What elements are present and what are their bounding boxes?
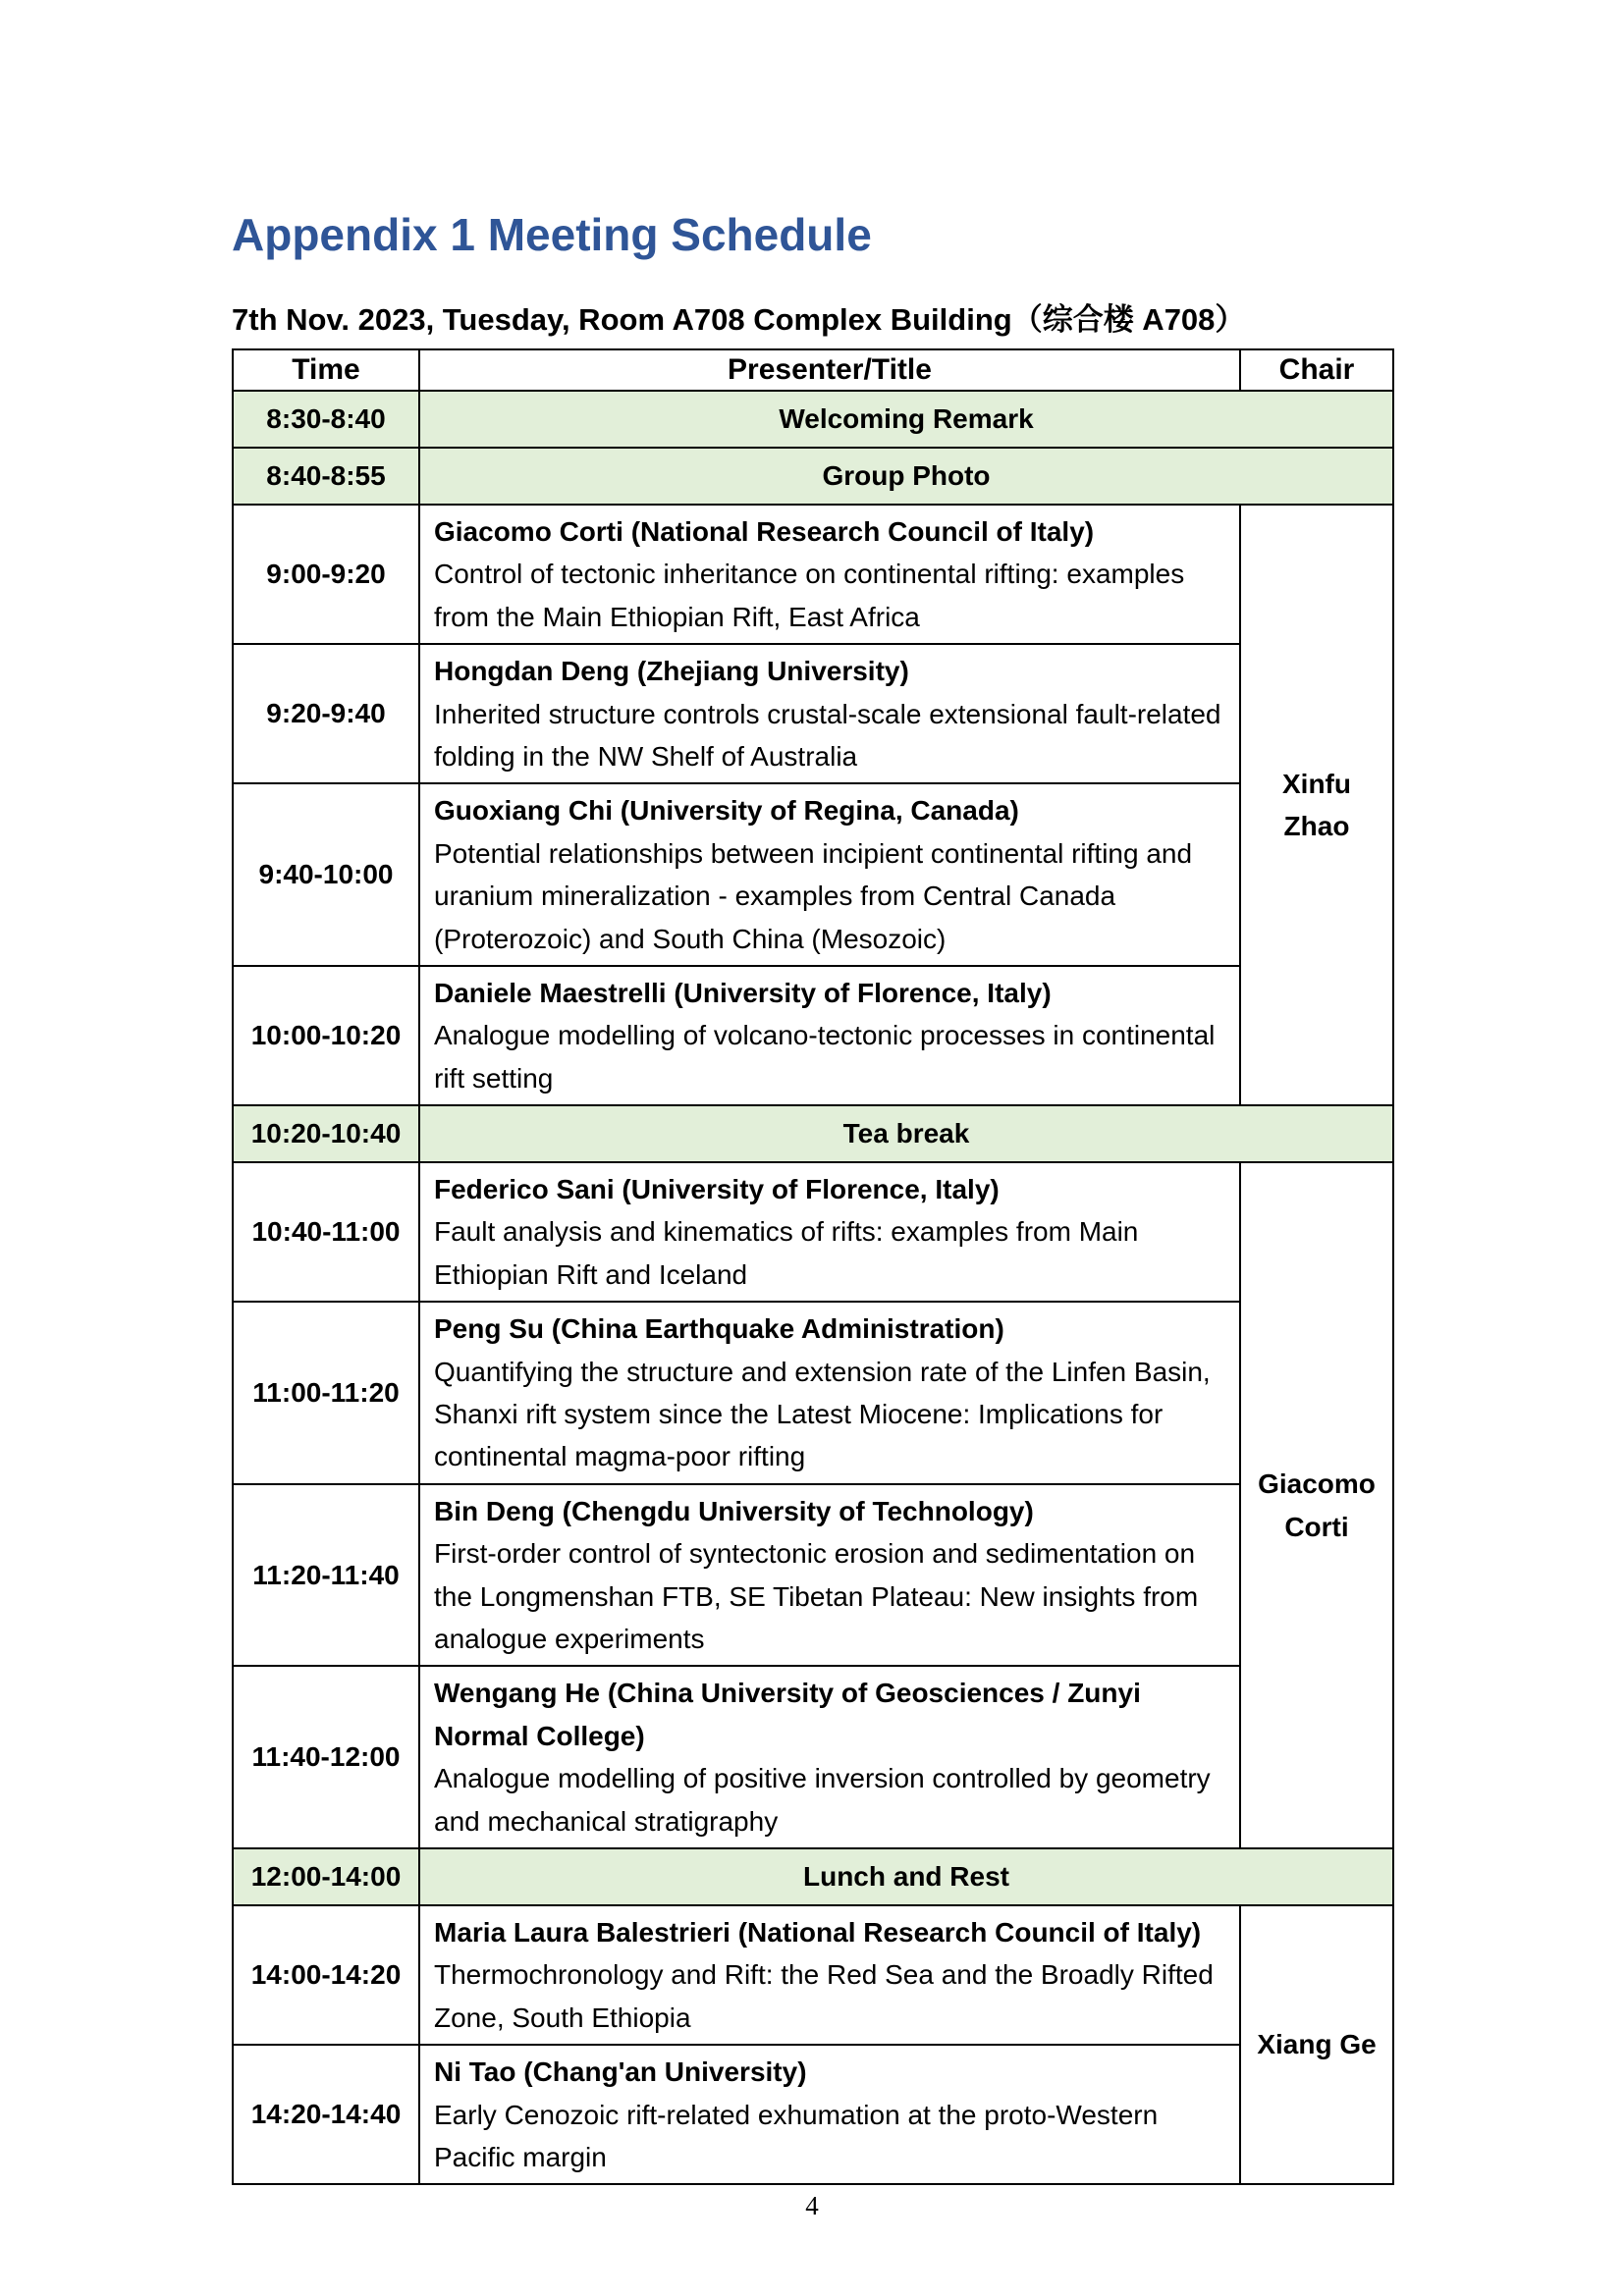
talk-cell	[419, 1484, 1240, 1667]
presenter-name: Wengang He (China University of Geosciences / Zunyi Normal College)	[434, 1678, 1141, 1751]
talk-row	[233, 966, 1393, 1105]
talk-cell	[419, 783, 1240, 966]
meeting-schedule-table	[232, 348, 1394, 2185]
talk-title: Early Cenozoic rift-related exhumation at the proto-Western Pacific margin	[434, 2099, 1159, 2172]
presenter-name: Maria Laura Balestrieri (National Research Council of Italy)	[434, 1916, 1202, 1948]
chair-cell: Xiang Ge	[1240, 1905, 1393, 2184]
talk-cell	[419, 1666, 1240, 1848]
time-cell: 8:30-8:40	[233, 391, 419, 448]
talk-title: Analogue modelling of volcano-tectonic processes in continental rift setting	[434, 1020, 1216, 1094]
break-row	[233, 1848, 1393, 1905]
presenter-name: Bin Deng (Chengdu University of Technology)	[434, 1495, 1034, 1526]
talk-cell	[419, 505, 1240, 644]
talk-cell	[419, 2045, 1240, 2184]
time-cell: 9:40-10:00	[233, 783, 419, 966]
talk-cell	[419, 1905, 1240, 2045]
time-cell: 14:00-14:20	[233, 1905, 419, 2045]
time-cell: 10:20-10:40	[233, 1105, 419, 1162]
time-cell: 8:40-8:55	[233, 448, 419, 505]
talk-row	[233, 1484, 1393, 1667]
time-cell: 11:40-12:00	[233, 1666, 419, 1848]
time-cell: 14:20-14:40	[233, 2045, 419, 2184]
header-row	[233, 349, 1393, 391]
page-title: Appendix 1 Meeting Schedule	[232, 209, 872, 260]
break-label: Group Photo	[419, 448, 1393, 505]
talk-title: First-order control of syntectonic erosion and sedimentation on the Longmenshan FTB, SE Tibetan Plateau: New insights from analogue experiments	[434, 1538, 1199, 1654]
talk-row	[233, 1905, 1393, 2045]
break-row	[233, 448, 1393, 505]
page-number: 4	[805, 2191, 819, 2221]
presenter-name: Guoxiang Chi (University of Regina, Canada)	[434, 795, 1019, 827]
presenter-name: Daniele Maestrelli (University of Florence, Italy)	[434, 977, 1052, 1008]
break-row	[233, 1105, 1393, 1162]
break-label: Tea break	[419, 1105, 1393, 1162]
chair-cell: Giacomo Corti	[1240, 1162, 1393, 1848]
talk-row	[233, 505, 1393, 644]
break-label: Lunch and Rest	[419, 1848, 1393, 1905]
presenter-name: Ni Tao (Chang'an University)	[434, 2056, 807, 2088]
talk-title: Quantifying the structure and extension rate of the Linfen Basin, Shanxi rift system since the Latest Miocene: Implications for continental magma-poor rifting	[434, 1356, 1211, 1472]
time-cell: 11:20-11:40	[233, 1484, 419, 1667]
talk-title: Inherited structure controls crustal-scale extensional fault-related folding in the NW Shelf of Australia	[434, 698, 1221, 772]
talk-row	[233, 1666, 1393, 1848]
talk-row	[233, 1302, 1393, 1484]
presenter-name: Peng Su (China Earthquake Administration)	[434, 1313, 1004, 1345]
presenter-name: Hongdan Deng (Zhejiang University)	[434, 656, 909, 687]
page-subtitle: 7th Nov. 2023, Tuesday, Room A708 Complex Building（综合楼 A708）	[232, 302, 1246, 337]
talk-title: Analogue modelling of positive inversion controlled by geometry and mechanical stratigraphy	[434, 1763, 1211, 1837]
time-cell: 11:00-11:20	[233, 1302, 419, 1484]
talk-row	[233, 1162, 1393, 1302]
talk-cell	[419, 644, 1240, 783]
presenter-name: Giacomo Corti (National Research Council of Italy)	[434, 516, 1095, 547]
time-cell: 12:00-14:00	[233, 1848, 419, 1905]
time-cell: 9:20-9:40	[233, 644, 419, 783]
chair-cell: Xinfu Zhao	[1240, 505, 1393, 1105]
header-time: Time	[233, 349, 419, 391]
time-cell: 10:40-11:00	[233, 1162, 419, 1302]
talk-title: Fault analysis and kinematics of rifts: examples from Main Ethiopian Rift and Iceland	[434, 1216, 1139, 1290]
break-row	[233, 391, 1393, 448]
presenter-name: Federico Sani (University of Florence, Italy)	[434, 1174, 1000, 1205]
talk-title: Thermochronology and Rift: the Red Sea and the Broadly Rifted Zone, South Ethiopia	[434, 1959, 1214, 2033]
talk-title: Potential relationships between incipient continental rifting and uranium mineralization - examples from Central Canada (Proterozoic) and South China (Mesozoic)	[434, 837, 1193, 954]
talk-cell	[419, 966, 1240, 1105]
document-page	[232, 208, 1392, 2221]
time-cell: 9:00-9:20	[233, 505, 419, 644]
header-chair: Chair	[1240, 349, 1393, 391]
break-label: Welcoming Remark	[419, 391, 1393, 448]
talk-row	[233, 644, 1393, 783]
talk-row	[233, 783, 1393, 966]
header-presenter-title: Presenter/Title	[419, 349, 1240, 391]
talk-row	[233, 2045, 1393, 2184]
schedule-body	[233, 391, 1393, 2184]
time-cell: 10:00-10:20	[233, 966, 419, 1105]
talk-title: Control of tectonic inheritance on continental rifting: examples from the Main Ethiopian Rift, East Africa	[434, 559, 1185, 632]
talk-cell	[419, 1162, 1240, 1302]
talk-cell	[419, 1302, 1240, 1484]
